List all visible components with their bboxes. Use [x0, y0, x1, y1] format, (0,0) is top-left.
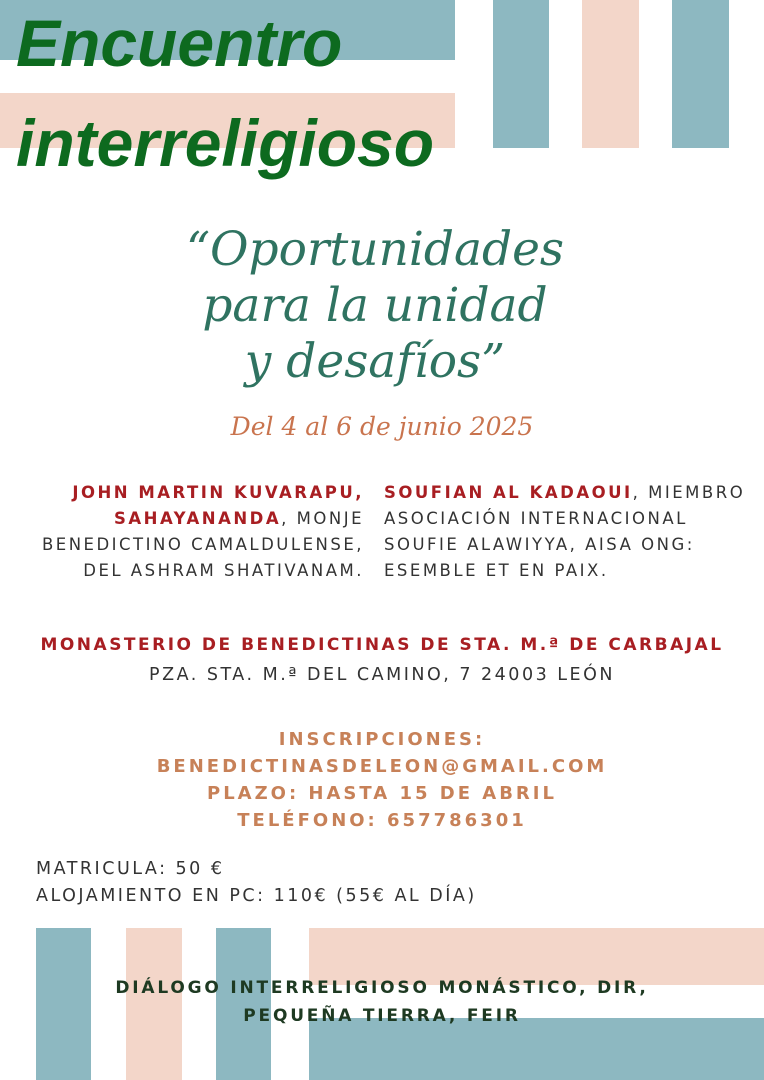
- speaker-name: JOHN MARTIN KUVARAPU, SAHAYANANDA: [72, 483, 364, 528]
- decor-stripe-top-teal-1: [493, 0, 549, 148]
- organizers-footer: [40, 974, 724, 1030]
- venue-address: PZA. STA. M.ª DEL CAMINO, 7 24003 LEÓN: [149, 665, 615, 685]
- decor-stripe-top-peach: [582, 0, 639, 148]
- registration-heading: INSCRIPCIONES:: [278, 729, 486, 750]
- speaker-description: , MIEMBRO ASOCIACIÓN INTERNACIONAL SOUFIE ALAWIYYA, AISA ONG: ESEMBLE ET EN PAIX.: [384, 483, 746, 580]
- speaker-left: [18, 480, 364, 584]
- venue-name: MONASTERIO DE BENEDICTINAS DE STA. M.ª DE CARBAJAL: [40, 635, 724, 655]
- registration-email: BENEDICTINASDELEON@GMAIL.COM: [156, 756, 608, 777]
- registration-phone: TELÉFONO: 657786301: [237, 810, 527, 831]
- speaker-right: [384, 480, 750, 584]
- footer-line-2: PEQUEÑA TIERRA, FEIR: [243, 1006, 521, 1026]
- registration-info: [0, 726, 764, 834]
- speaker-name: SOUFIAN AL KADAOUI: [384, 483, 633, 502]
- footer-line-1: DIÁLOGO INTERRELIGIOSO MONÁSTICO, DIR,: [115, 978, 649, 998]
- page-title-line-1: Encuentro: [16, 6, 343, 80]
- subtitle-line-1: “Oportunidades: [186, 222, 564, 277]
- speaker-description: , MONJE BENEDICTINO CAMALDULENSE, DEL ASHRAM SHATIVANAM.: [41, 509, 364, 580]
- registration-deadline: PLAZO: HASTA 15 DE ABRIL: [207, 783, 557, 804]
- venue: [40, 632, 724, 688]
- decor-stripe-top-teal-2: [672, 0, 729, 148]
- fee-enrollment: MATRICULA: 50 €: [36, 859, 225, 879]
- page-title-line-2: interreligioso: [16, 106, 435, 180]
- subtitle-line-2: para la unidad: [202, 278, 548, 333]
- fee-lodging: ALOJAMIENTO EN PC: 110€ (55€ AL DÍA): [36, 886, 477, 906]
- fees: [36, 856, 477, 910]
- subtitle-line-3: y desafíos”: [244, 334, 506, 389]
- event-subtitle: [140, 222, 610, 390]
- event-dates: Del 4 al 6 de junio 2025: [230, 412, 534, 441]
